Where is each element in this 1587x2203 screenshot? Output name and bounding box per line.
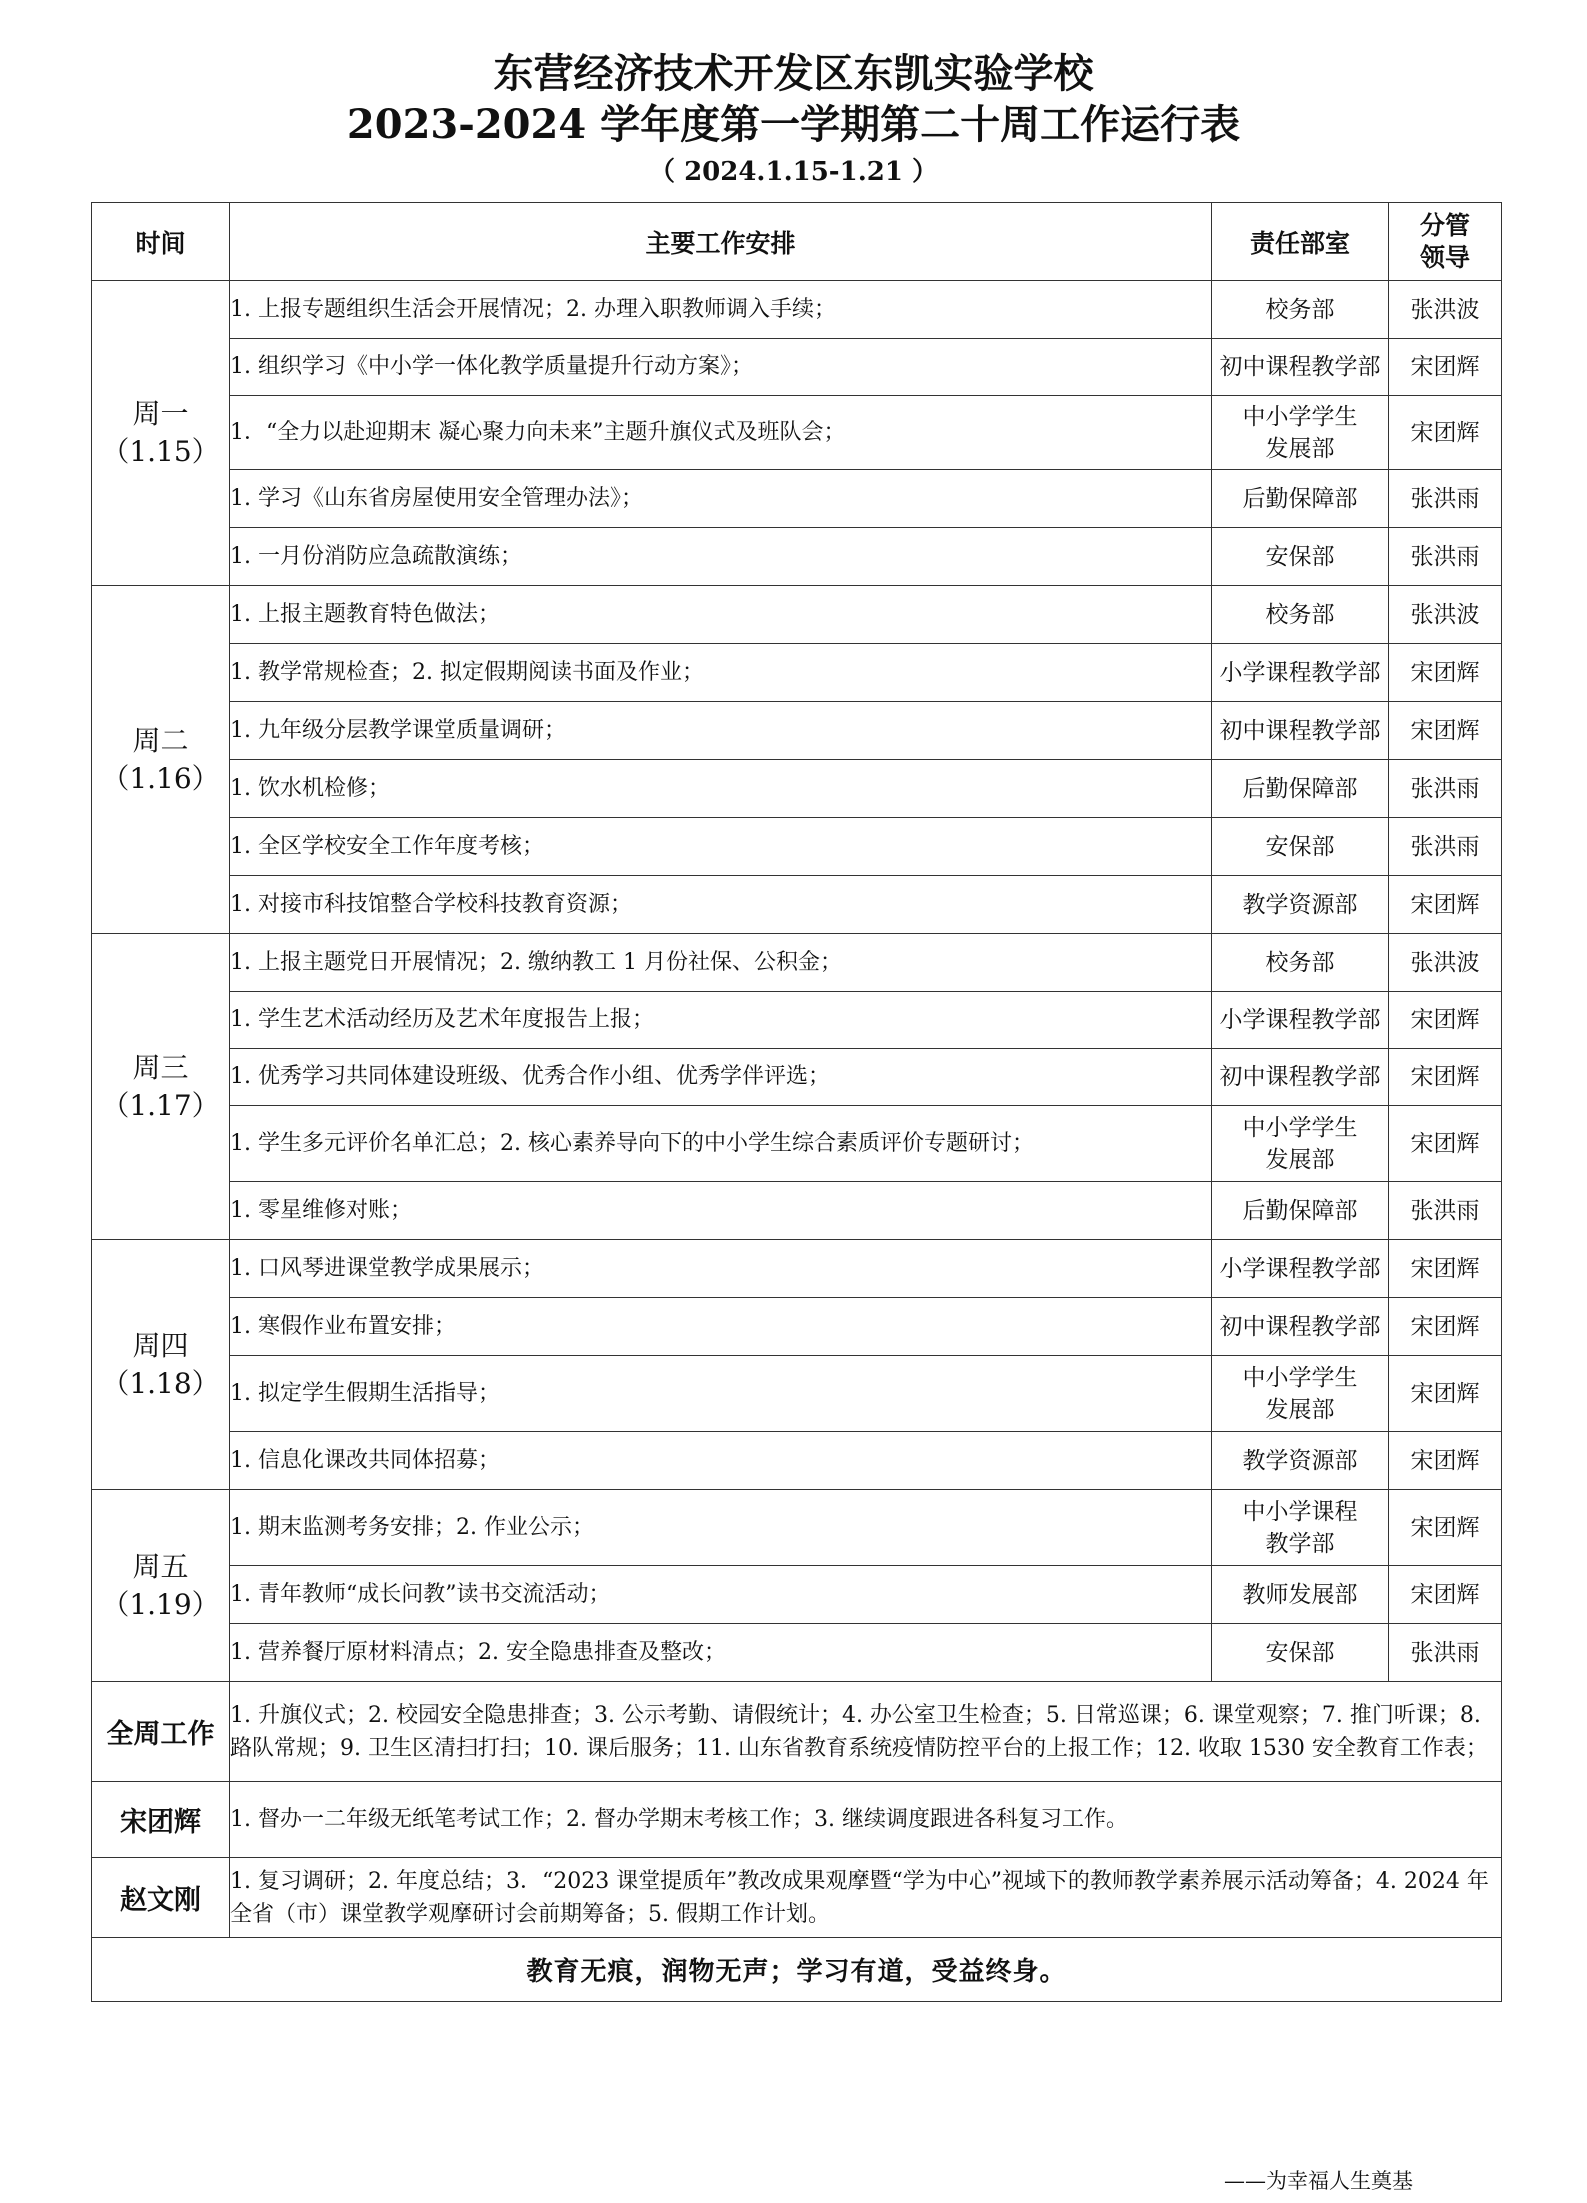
schedule-table xyxy=(91,202,1502,2002)
dept-line: 中小学学生 xyxy=(1242,1364,1358,1391)
task-cell: 1. 九年级分层教学课堂质量调研； xyxy=(230,702,1212,760)
leader-cell: 宋团辉 xyxy=(1389,992,1502,1049)
dept-line: 发展部 xyxy=(1265,1146,1335,1173)
task-cell: 1. 学习《山东省房屋使用安全管理办法》； xyxy=(230,470,1212,528)
col-header-leader-line1: 分管 xyxy=(1419,210,1470,240)
dept-cell xyxy=(1212,281,1389,339)
task-cell: 1. 学生多元评价名单汇总；2. 核心素养导向下的中小学生综合素质评价专题研讨； xyxy=(230,1106,1212,1182)
summary-label: 赵文刚 xyxy=(92,1858,230,1938)
date-range: （ 2024.1.15-1.21 ） xyxy=(649,157,938,187)
table-row xyxy=(92,1490,1502,1566)
dept-line: 小学课程教学部 xyxy=(1219,1007,1381,1033)
day-name: 周五 xyxy=(132,1549,189,1583)
dept-line: 初中课程教学部 xyxy=(1219,354,1381,380)
leader-cell: 张洪雨 xyxy=(1389,1624,1502,1682)
task-cell: 1. 学生艺术活动经历及艺术年度报告上报； xyxy=(230,992,1212,1049)
dept-line: 后勤保障部 xyxy=(1242,485,1358,512)
motto-row xyxy=(92,1938,1502,2002)
dept-line: 安保部 xyxy=(1265,1639,1335,1666)
table-row xyxy=(92,1106,1502,1182)
dept-line: 初中课程教学部 xyxy=(1219,717,1381,744)
dept-cell xyxy=(1212,586,1389,644)
summary-text: 1. 升旗仪式；2. 校园安全隐患排查；3. 公示考勤、请假统计；4. 办公室卫生检查；5. 日常巡课；6. 课堂观察；7. 推门听课；8. 路队常规；9. 卫生区清扫打扫；10. 课后服务；11. 山东省教育系统疫情防控平台的上报工作；12. 收取 1530 安全教育工作表； xyxy=(230,1682,1502,1782)
col-header-time: 时间 xyxy=(92,203,230,281)
leader-cell: 宋团辉 xyxy=(1389,702,1502,760)
dept-line: 后勤保障部 xyxy=(1242,775,1358,802)
dept-cell xyxy=(1212,1624,1389,1682)
dept-line: 校务部 xyxy=(1265,949,1335,976)
dept-cell xyxy=(1212,818,1389,876)
task-cell: 1. 上报主题党日开展情况；2. 缴纳教工 1 月份社保、公积金； xyxy=(230,934,1212,992)
day-name: 周一 xyxy=(132,397,189,430)
dept-cell xyxy=(1212,1432,1389,1490)
dept-cell xyxy=(1212,1240,1389,1298)
day-date: （1.17） xyxy=(101,1088,220,1122)
task-cell: 1. 全区学校安全工作年度考核； xyxy=(230,818,1212,876)
leader-cell: 宋团辉 xyxy=(1389,396,1502,470)
table-row xyxy=(92,992,1502,1049)
task-cell: 1. 口风琴进课堂教学成果展示； xyxy=(230,1240,1212,1298)
task-cell: 1. 饮水机检修； xyxy=(230,760,1212,818)
dept-line: 小学课程教学部 xyxy=(1219,1255,1381,1282)
dept-line: 教学资源部 xyxy=(1242,1447,1358,1474)
dept-cell xyxy=(1212,1298,1389,1356)
dept-line: 中小学课程 xyxy=(1242,1498,1358,1525)
dept-cell xyxy=(1212,1490,1389,1566)
leader-cell: 张洪雨 xyxy=(1389,760,1502,818)
leader-cell: 宋团辉 xyxy=(1389,1049,1502,1106)
table-row xyxy=(92,1240,1502,1298)
page-title: 2023-2024 学年度第一学期第二十周工作运行表 xyxy=(346,101,1241,148)
task-cell: 1. 组织学习《中小学一体化教学质量提升行动方案》； xyxy=(230,339,1212,396)
task-cell: 1．“全力以赴迎期末 凝心聚力向未来”主题升旗仪式及班队会； xyxy=(230,396,1212,470)
table-row xyxy=(92,1049,1502,1106)
header-row xyxy=(92,203,1502,281)
day-name: 周三 xyxy=(132,1050,189,1084)
day-name: 周四 xyxy=(132,1328,189,1362)
leader-cell: 宋团辉 xyxy=(1389,1432,1502,1490)
leader-cell: 张洪雨 xyxy=(1389,528,1502,586)
leader-cell: 张洪波 xyxy=(1389,586,1502,644)
task-cell: 1. 信息化课改共同体招募； xyxy=(230,1432,1212,1490)
task-cell: 1. 期末监测考务安排；2. 作业公示； xyxy=(230,1490,1212,1566)
day-date: （1.18） xyxy=(101,1366,220,1400)
day-date: （1.19） xyxy=(101,1587,220,1621)
task-cell: 1. 教学常规检查；2. 拟定假期阅读书面及作业； xyxy=(230,644,1212,702)
leader-cell: 张洪雨 xyxy=(1389,818,1502,876)
dept-cell xyxy=(1212,528,1389,586)
leader-cell: 宋团辉 xyxy=(1389,1106,1502,1182)
table-row xyxy=(92,760,1502,818)
leader-cell: 张洪波 xyxy=(1389,281,1502,339)
day-cell xyxy=(92,586,230,934)
dept-cell xyxy=(1212,339,1389,396)
leader-cell: 张洪波 xyxy=(1389,934,1502,992)
dept-line: 校务部 xyxy=(1265,601,1335,628)
dept-line: 后勤保障部 xyxy=(1242,1197,1358,1224)
table-row xyxy=(92,396,1502,470)
day-cell xyxy=(92,1240,230,1490)
leader-cell: 宋团辉 xyxy=(1389,1298,1502,1356)
day-date: （1.15） xyxy=(101,435,220,468)
leader-cell: 宋团辉 xyxy=(1389,644,1502,702)
dept-line: 中小学学生 xyxy=(1242,403,1358,430)
leader-cell: 宋团辉 xyxy=(1389,1490,1502,1566)
task-cell: 1. 青年教师“成长问教”读书交流活动； xyxy=(230,1566,1212,1624)
dept-cell xyxy=(1212,1106,1389,1182)
dept-cell xyxy=(1212,760,1389,818)
dept-cell xyxy=(1212,934,1389,992)
dept-cell xyxy=(1212,876,1389,934)
table-row xyxy=(92,586,1502,644)
table-row xyxy=(92,702,1502,760)
summary-label: 全周工作 xyxy=(92,1682,230,1782)
summary-row xyxy=(92,1782,1502,1858)
dept-line: 发展部 xyxy=(1265,435,1335,462)
dept-line: 校务部 xyxy=(1265,296,1335,323)
table-row xyxy=(92,1182,1502,1240)
task-cell: 1. 上报专题组织生活会开展情况；2. 办理入职教师调入手续； xyxy=(230,281,1212,339)
col-header-work: 主要工作安排 xyxy=(230,203,1212,281)
table-row xyxy=(92,1566,1502,1624)
dept-cell xyxy=(1212,644,1389,702)
dept-line: 教学部 xyxy=(1265,1530,1335,1557)
col-header-dept: 责任部室 xyxy=(1212,203,1389,281)
leader-cell: 宋团辉 xyxy=(1389,1240,1502,1298)
table-row xyxy=(92,339,1502,396)
task-cell: 1. 拟定学生假期生活指导； xyxy=(230,1356,1212,1432)
summary-text: 1. 复习调研；2. 年度总结；3．“2023 课堂提质年”教改成果观摩暨“学为中心”视域下的教师教学素养展示活动筹备；4. 2024 年全省（市）课堂教学观摩研讨会前期筹备；5. 假期工作计划。 xyxy=(230,1858,1502,1938)
table-row xyxy=(92,1624,1502,1682)
dept-line: 初中课程教学部 xyxy=(1219,1313,1381,1340)
dept-line: 初中课程教学部 xyxy=(1219,1064,1381,1090)
dept-cell xyxy=(1212,702,1389,760)
dept-cell xyxy=(1212,1566,1389,1624)
dept-line: 安保部 xyxy=(1265,833,1335,860)
table-row xyxy=(92,528,1502,586)
day-cell xyxy=(92,1490,230,1682)
task-cell: 1. 对接市科技馆整合学校科技教育资源； xyxy=(230,876,1212,934)
table-row xyxy=(92,1432,1502,1490)
dept-line: 中小学学生 xyxy=(1242,1114,1358,1141)
task-cell: 1. 寒假作业布置安排； xyxy=(230,1298,1212,1356)
footer-slogan: ——为幸福人生奠基 xyxy=(1224,2169,1413,2193)
day-name: 周二 xyxy=(132,723,189,757)
table-row xyxy=(92,1356,1502,1432)
summary-text: 1. 督办一二年级无纸笔考试工作；2. 督办学期末考核工作；3. 继续调度跟进各科复习工作。 xyxy=(230,1782,1502,1858)
leader-cell: 张洪雨 xyxy=(1389,1182,1502,1240)
school-name: 东营经济技术开发区东凯实验学校 xyxy=(493,50,1094,97)
leader-cell: 宋团辉 xyxy=(1389,339,1502,396)
task-cell: 1. 优秀学习共同体建设班级、优秀合作小组、优秀学伴评选； xyxy=(230,1049,1212,1106)
day-date: （1.16） xyxy=(101,761,220,795)
leader-cell: 张洪雨 xyxy=(1389,470,1502,528)
dept-line: 小学课程教学部 xyxy=(1219,659,1381,686)
task-cell: 1. 营养餐厅原材料清点；2. 安全隐患排查及整改； xyxy=(230,1624,1212,1682)
summary-row xyxy=(92,1682,1502,1782)
dept-line: 安保部 xyxy=(1265,543,1335,570)
dept-cell xyxy=(1212,1049,1389,1106)
table-row xyxy=(92,876,1502,934)
task-cell: 1. 零星维修对账； xyxy=(230,1182,1212,1240)
dept-cell xyxy=(1212,1356,1389,1432)
table-row xyxy=(92,934,1502,992)
dept-cell xyxy=(1212,396,1389,470)
day-cell xyxy=(92,281,230,586)
dept-line: 发展部 xyxy=(1265,1396,1335,1423)
task-cell: 1. 上报主题教育特色做法； xyxy=(230,586,1212,644)
motto-text: 教育无痕，润物无声；学习有道，受益终身。 xyxy=(92,1938,1502,2002)
dept-line: 教师发展部 xyxy=(1242,1581,1358,1608)
summary-label: 宋团辉 xyxy=(92,1782,230,1858)
col-header-leader xyxy=(1389,203,1502,281)
dept-cell xyxy=(1212,470,1389,528)
table-row xyxy=(92,1298,1502,1356)
table-row xyxy=(92,470,1502,528)
dept-cell xyxy=(1212,1182,1389,1240)
day-cell xyxy=(92,934,230,1240)
dept-cell xyxy=(1212,992,1389,1049)
leader-cell: 宋团辉 xyxy=(1389,1566,1502,1624)
task-cell: 1. 一月份消防应急疏散演练； xyxy=(230,528,1212,586)
table-row xyxy=(92,644,1502,702)
leader-cell: 宋团辉 xyxy=(1389,876,1502,934)
summary-row xyxy=(92,1858,1502,1938)
table-row xyxy=(92,281,1502,339)
leader-cell: 宋团辉 xyxy=(1389,1356,1502,1432)
col-header-leader-line2: 领导 xyxy=(1419,242,1470,272)
dept-line: 教学资源部 xyxy=(1242,891,1358,918)
table-row xyxy=(92,818,1502,876)
